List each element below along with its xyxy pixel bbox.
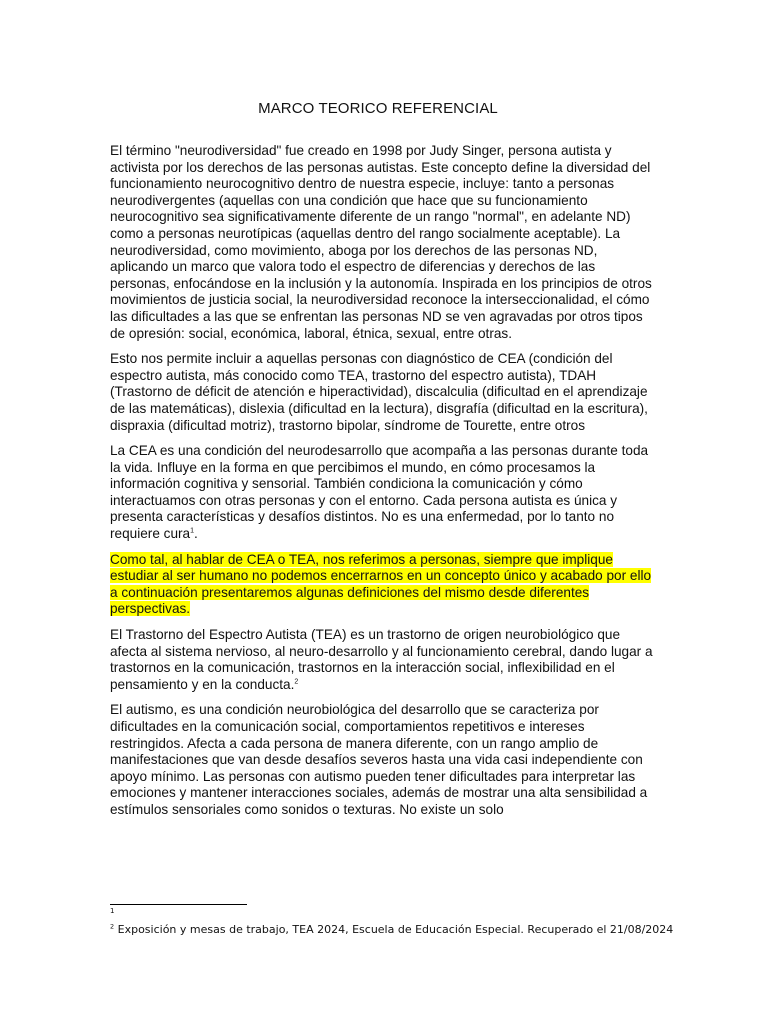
footnote-2 [110, 922, 674, 936]
footnote-ref-2[interactable]: 2 [294, 678, 299, 686]
paragraph-diagnoses [110, 351, 654, 434]
paragraph-text: El Trastorno del Espectro Autista (TEA) es un trastorno de origen neurobiológico que afecta al sistema nervioso, al neuro-desarrollo y al funcionamiento cerebral, dando lugar a trastornos en la comunicación, trastornos en la interacción social, inflexibilidad en el pensamiento y en la conducta. [110, 627, 653, 692]
footnote-number: 1 [110, 907, 115, 915]
paragraph-end-punctuation: . [194, 526, 198, 542]
paragraph-highlighted [110, 552, 654, 618]
footnote-number: 2 [110, 922, 115, 931]
paragraph-text: Esto nos permite incluir a aquellas personas con diagnóstico de CEA (condición del espectro autista, más conocido como TEA, trastorno del espectro autista), TDAH (Trastorno de déficit de atención e hiperactividad), discalculia (dificultad en el aprendizaje de las matemáticas), dislexia (dificultad en la lectura), disgrafía (dificultad en la escritura), dispraxia (dificultad motriz), trastorno bipolar, síndrome de Tourette, entre otros [110, 351, 648, 433]
paragraph-tea-definition [110, 627, 654, 693]
highlighted-text: Como tal, al hablar de CEA o TEA, nos referimos a personas, siempre que implique estudiar al ser humano no podemos encerrarnos en un concepto único y acabado por ello a continuación presentaremos algunas definiciones del mismo desde diferentes perspectivas. [110, 551, 652, 617]
document-body [110, 143, 654, 828]
footnote-text: Exposición y mesas de trabajo, TEA 2024, Escuela de Educación Especial. Recuperado el 21/08/2024 [114, 923, 674, 936]
paragraph-cea [110, 443, 654, 543]
paragraph-text: El autismo, es una condición neurobiológica del desarrollo que se caracteriza por dificultades en la comunicación social, comportamientos repetitivos e intereses restringidos. Afecta a cada persona de manera diferente, con un rango amplio de manifestaciones que van desde desafíos severos hasta una vida casi independiente con apoyo mínimo. Las personas con autismo pueden tener dificultades para interpretar las emociones y mantener interacciones sociales, además de mostrar una alta sensibilidad a estímulos sensoriales como sonidos o texturas. No existe un solo [110, 702, 648, 817]
paragraph-neurodiversity [110, 143, 654, 342]
paragraph-autism [110, 702, 654, 818]
paragraph-text: El término "neurodiversidad" fue creado en 1998 por Judy Singer, persona autista y activista por los derechos de las personas autistas. Este concepto define la diversidad del funcionamiento neurocognitivo dentro de nuestra especie, incluye: tanto a personas neurodivergentes (aquellas con una condición que hace que su funcionamiento neurocognitivo sea significativamente diferente de un rango "normal", en adelante ND) como a personas neurotípicas (aquellas dentro del rango socialmente aceptable). La neurodiversidad, como movimiento, aboga por los derechos de las personas ND, aplicando un marco que valora todo el espectro de diferencias y derechos de las personas, enfocándose en la inclusión y la autonomía. Inspirada en los principios de otros movimientos de justicia social, la neurodiversidad reconoce la interseccionalidad, el cómo las dificultades a las que se enfrentan las personas ND se ven agravadas por otros tipos de opresión: social, económica, laboral, étnica, sexual, entre otras. [110, 143, 652, 341]
footnote-1 [110, 907, 114, 915]
page-title: MARCO TEORICO REFERENCIAL [258, 100, 498, 117]
paragraph-text: La CEA es una condición del neurodesarrollo que acompaña a las personas durante toda la vida. Influye en la forma en que percibimos el mundo, en cómo procesamos la información cognitiva y sensorial. También condiciona la comunicación y cómo interactuamos con otras personas y con el entorno. Cada persona autista es única y presenta características y desafíos distintos. No es una enfermedad, por lo tanto no requiere cura [110, 443, 649, 542]
footnote-ref-1[interactable]: 1 [190, 527, 195, 535]
footnote-separator [110, 904, 247, 905]
